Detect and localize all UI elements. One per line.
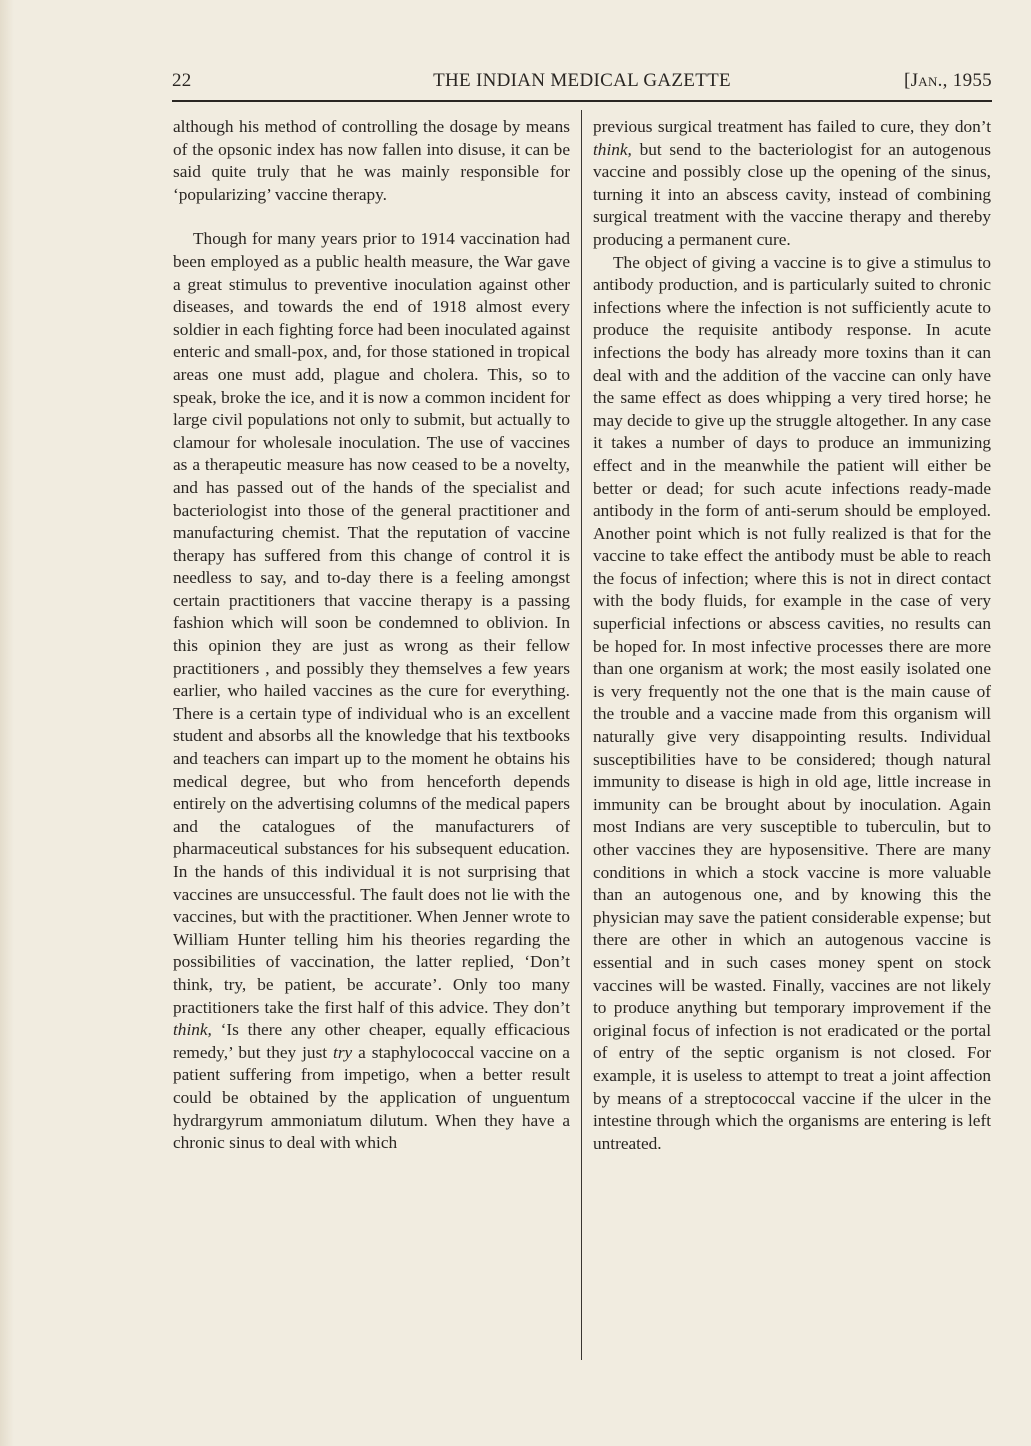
right-paragraph-2: The object of giving a vaccine is to give a stimulus to antibody production, and is particularly suited to chronic infections where the infection is not sufficiently acute to produce the requisite antibody response. In acute infections the body has already more toxins than it can deal with and the addition of the vaccine can only have the same effect as does whipping a very tired horse; he may decide to give up the struggle altogether. In any case it takes a number of days to produce an immunizing effect and in the meanwhile the patient will either be better or dead; for such acute infections ready-made antibody in the form of anti-serum should be employed. Another point which is not fully realized is that for the vaccine to take effect the antibody must be able to reach the focus of infection; where this is not in direct contact with the body fluids, for example in the case of very superficial infections or abscess cavities, no results can be hoped for. In most infective processes there are more than one organism at work; the most easily isolated one is very frequently not the one that is the main cause of the trouble and a vaccine made from this organism will naturally give very disappointing results. Individual susceptibilities have to be considered; though natural immunity to disease is high in old age, little increase in immunity can be brought about by inoculation. Again most Indians are very susceptible to tuberculin, but to other vaccines they are hyposensitive. There are many conditions in which a stock vaccine is more valuable than an autogenous one, and by knowing this the physician may save the patient considerable expense; but there are other in which an autogenous vaccine is essential and in such cases money spent on stock vaccines will be wasted. Finally, vaccines are not likely to produce anything but temporary improvement if the original focus of infection is not eradicated or the portal of entry of the septic organism is not closed. For example, it is useless to attempt to treat a joint affection by means of a streptococcal vaccine if the ulcer in the intestine through which the organisms are entering is left untreated. — [593, 252, 991, 1153]
left-p2-tail-a: They don’t — [493, 997, 571, 1017]
page-number: 22 — [172, 70, 192, 91]
journal-title: THE INDIAN MEDICAL GAZETTE — [433, 70, 731, 91]
emphasis-think-right: think, — [593, 139, 632, 159]
right-p1-b: but send to the bacteriologist for an autogenous vaccine and possibly close up the opening of the sinus, turning it into an abscess cavity, instead of combining surgical treatment with the vaccine therapy and thereby producing a permanent cure. — [593, 139, 991, 249]
left-p2-tail-b: ‘Is there any other cheaper, equally efficacious remedy,’ but they just — [173, 1020, 570, 1062]
left-paragraph-2 — [173, 228, 570, 1154]
left-paragraph-2-body: Though for many years prior to 1914 vaccination had been employed as a public health measure, the War gave a great stimulus to preventive inoculation against other diseases, and towards the end of 1918 almost every soldier in each fighting force had been inoculated against enteric and small-pox, and, for those stationed in tropical areas one must add, plague and cholera. This, so to speak, broke the ice, and it is now a common incident for large civil populations not only to submit, but actually to clamour for wholesale inoculation. The use of vaccines as a therapeutic measure has now ceased to be a novelty, and has passed out of the hands of the specialist and bacteriologist into those of the general practitioner and manufacturing chemist. That the reputation of vaccine therapy has suffered from this change of control it is needless to say, and to-day there is a feeling amongst certain practitioners that vaccine therapy is a passing fashion which will soon be condemned to oblivion. In this opinion they are just as wrong as their fellow practitioners , and possibly they themselves a few years earlier, who hailed vaccines as the cure for everything. There is a certain type of individual who is an excellent student and absorbs all the knowledge that his textbooks and teachers can impart up to the moment he obtains his medical degree, but who from henceforth depends entirely on the advertising columns of the medical papers and the catalogues of the manufacturers of pharmaceutical substances for his subsequent education. In the hands of this individual it is not surprising that vaccines are unsuccessful. The fault does not lie with the vaccines, but with the practitioner. When Jenner wrote to William Hunter telling him his theories regarding the possibilities of vaccination, the latter replied, ‘Don’t think, try, be patient, be accurate’. Only too many practitioners take the first half of this advice. — [173, 229, 570, 1017]
right-column — [593, 116, 991, 1155]
left-column — [173, 116, 570, 1155]
right-p1-a: previous surgical treatment has failed to cure, they don’t — [593, 117, 991, 136]
left-paragraph-1: although his method of controlling the dosage by means of the opsonic index has now fallen into disuse, it can be said quite truly that he was mainly responsible for ‘popularizing’ vaccine therapy. — [173, 117, 570, 204]
left-p2-tail-c: a staphylococcal vaccine on a patient suffering from impetigo, when a better result could be obtained by the application of unguentum hydrargyrum ammoniatum dilutum. When they have a chronic sinus to deal with which — [173, 1042, 570, 1153]
header-rule — [172, 100, 992, 102]
running-header — [172, 70, 992, 98]
column-divider — [581, 110, 582, 1360]
issue-date: [Jan., 1955 — [903, 70, 992, 91]
emphasis-try: try — [333, 1042, 353, 1062]
right-paragraph-1 — [593, 116, 991, 252]
page-edge — [0, 0, 14, 1446]
emphasis-think: think, — [173, 1020, 212, 1040]
